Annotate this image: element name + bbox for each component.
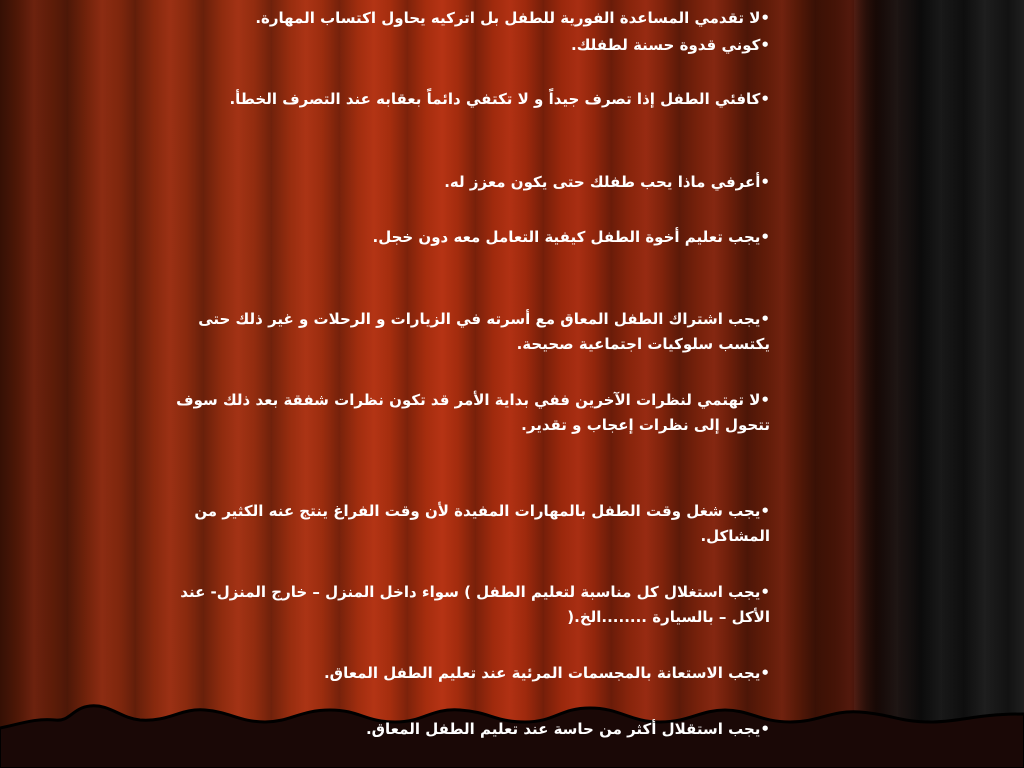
bullet-item: •يجب اشتراك الطفل المعاق مع أسرته في الزيارات و الرحلات و غير ذلك حتى يكتسب سلوكيات اجتماعية صحيحة. (198, 310, 770, 353)
bullet-item: •يجب تعليم أخوة الطفل كيفية التعامل معه دون خجل. (372, 228, 770, 246)
bullet-item: •كوني قدوة حسنة لطفلك. (571, 36, 770, 54)
bullet-item: •أعرفي ماذا يحب طفلك حتى يكون معزز له. (444, 173, 770, 191)
bullet-list (150, 0, 770, 768)
bullet-item: •كافئي الطفل إذا تصرف جيداً و لا تكتفي دائماً بعقابه عند التصرف الخطأ. (229, 90, 770, 108)
bullet-item: •يجب الاستعانة بالمجسمات المرئية عند تعليم الطفل المعاق. (323, 664, 770, 682)
bullet-item: •يجب استغلال كل مناسبة لتعليم الطفل ) سواء داخل المنزل – خارج المنزل- عند الأكل – بالسيارة ........الخ.( (180, 583, 770, 626)
bullet-item: •لا تقدمي المساعدة الفورية للطفل بل اتركيه يحاول اكتساب المهارة. (255, 9, 770, 27)
curtain-right-dark (854, 0, 1024, 768)
bullet-item: •لا تهتمي لنظرات الآخرين ففي بداية الأمر قد تكون نظرات شفقة بعد ذلك سوف تتحول إلى نظرات إعجاب و تقدير. (176, 391, 770, 434)
bullet-item: •يجب شغل وقت الطفل بالمهارات المفيدة لأن وقت الفراغ ينتج عنه الكثير من المشاكل. (194, 502, 770, 545)
bullet-item: •يجب استقلال أكثر من حاسة عند تعليم الطفل المعاق. (365, 720, 770, 738)
